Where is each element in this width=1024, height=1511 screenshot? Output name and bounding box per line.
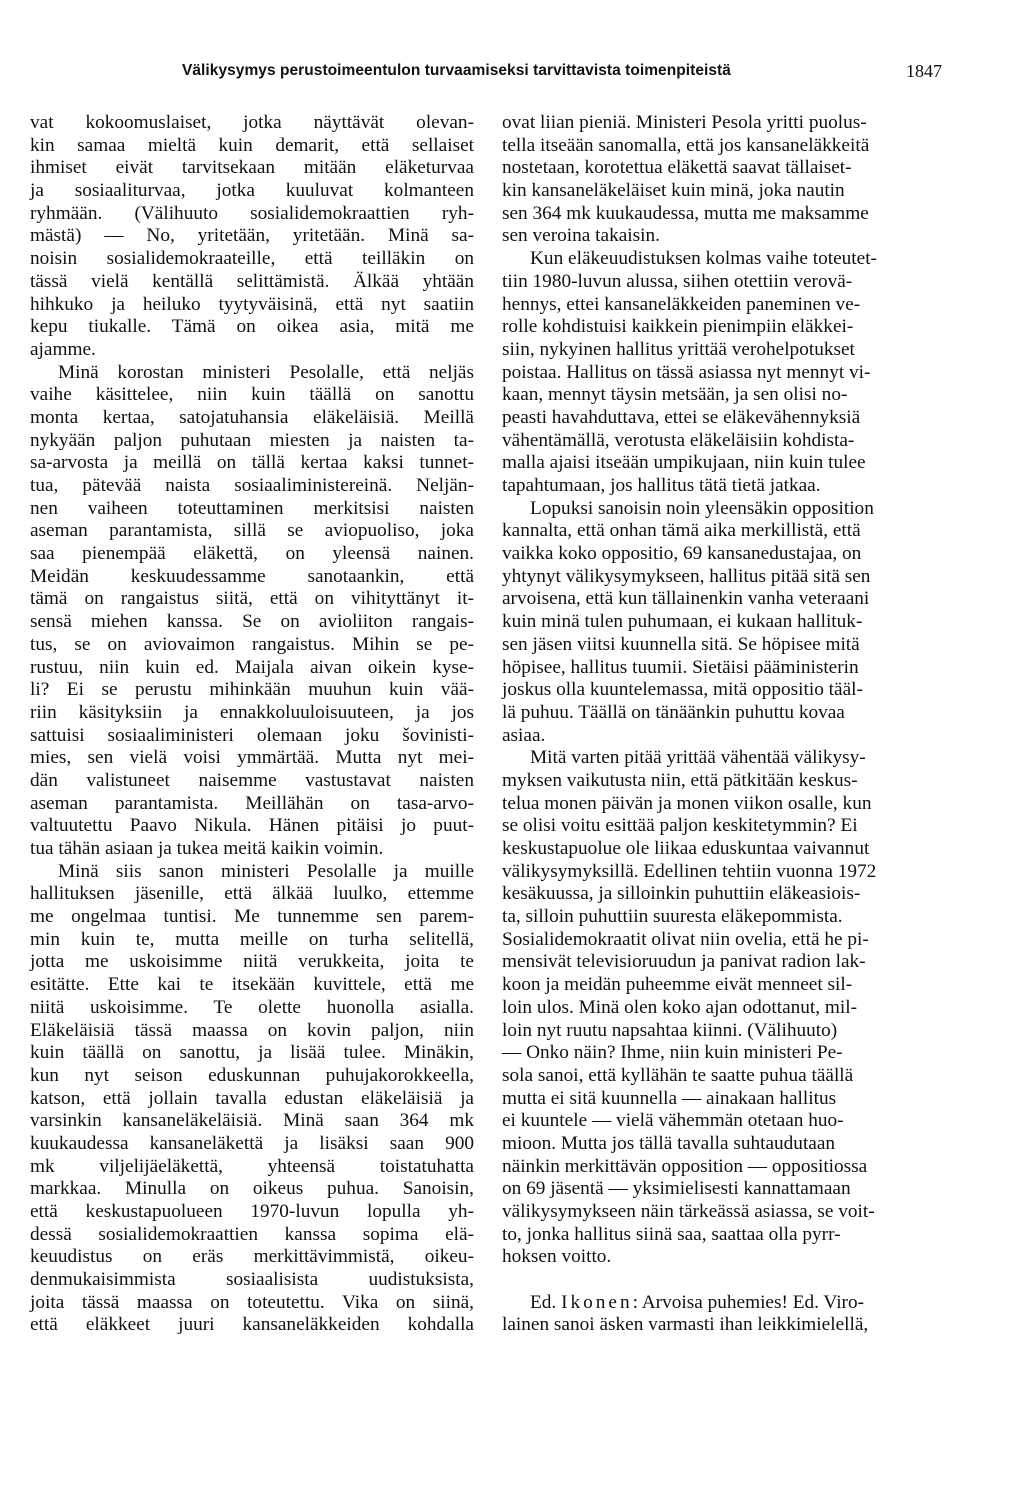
text-line: sen 364 mk kuukaudessa, mutta me maksamme xyxy=(502,202,869,224)
text-line: markkaa. Minulla on oikeus puhua. Sanoisin, xyxy=(30,1178,474,1200)
text-line: kuin minä tulen puhumaan, ei kukaan hallituk- xyxy=(502,611,863,633)
text-line: sensä miehen kanssa. Se on avioliiton rangais- xyxy=(30,611,474,633)
text-line: malla ajaisi itseään umpikujaan, niin kuin tulee xyxy=(502,452,866,474)
speaker-text: : Arvoisa puhemies! Ed. Viro- xyxy=(632,1291,865,1313)
text-line: siin, nykyinen hallitus yrittää verohelpotukset xyxy=(502,338,855,360)
text-line: Eläkeläisiä tässä maassa on kovin paljon, niin xyxy=(30,1019,474,1041)
text-line: asiaa. xyxy=(502,724,546,746)
text-line: lainen sanoi äsken varmasti ihan leikkimielellä, xyxy=(502,1314,869,1336)
right-text-column xyxy=(502,112,946,1337)
text-line: mästä) — No, yritetään, yritetään. Minä sa- xyxy=(30,225,474,247)
text-line: kuukaudessa kansaneläkettä ja lisäksi saan 900 xyxy=(30,1132,474,1154)
text-line: myksen vaikutusta niin, että pätkitään keskus- xyxy=(502,769,858,791)
text-line: mk viljelijäeläkettä, yhteensä toistatuhatta xyxy=(30,1155,474,1177)
paragraph-gap xyxy=(502,1269,946,1292)
text-line: esitätte. Ette kai te itsekään kuvittele, että me xyxy=(30,974,474,996)
left-text-column xyxy=(30,112,474,1337)
text-line: tella itseään sanomalla, että jos kansaneläkkeitä xyxy=(502,134,870,156)
text-line: näinkin merkittävän opposition — oppositiossa xyxy=(502,1155,868,1177)
text-line: monta kertaa, satojatuhansia eläkeläisiä. Meillä xyxy=(30,406,474,428)
text-line: että keskustapuolueen 1970-luvun lopulla yh- xyxy=(30,1201,474,1222)
text-line: ovat liian pieniä. Ministeri Pesola yritti puolus- xyxy=(502,112,867,133)
text-line: denmukaisimmista sosiaalisista uudistuksista, xyxy=(30,1269,474,1291)
text-line: tus, se on aviovaimon rangaistus. Mihin se pe- xyxy=(30,633,474,655)
text-line: höpisee, hallitus tuumii. Sietäisi pääministerin xyxy=(502,656,859,678)
text-line: sola sanoi, että kyllähän te saatte puhua täällä xyxy=(502,1064,854,1086)
text-line: tiin 1980-luvun alussa, siihen otettiin verovä- xyxy=(502,270,853,292)
text-line: joita tässä maassa on toteutettu. Vika on siinä, xyxy=(30,1291,474,1313)
text-line: se olisi voitu esittää paljon keskitetymmin? Ei xyxy=(502,815,858,837)
text-line: noisin sosialidemokraateille, että teilläkin on xyxy=(30,248,474,270)
text-line: Kun eläkeuudistuksen kolmas vaihe toteutet- xyxy=(530,248,877,270)
text-line: telua monen päivän ja monen viikon osalle, kun xyxy=(502,792,872,814)
running-title: Välikysymys perustoimeentulon turvaamiseksi tarvittavista toimenpiteistä xyxy=(182,62,731,79)
text-line: joskus olla kuuntelemassa, mitä oppositio tääl- xyxy=(502,679,863,701)
text-line: tua, pätevää naista sosiaaliministereinä. Neljän- xyxy=(30,475,474,496)
page-header xyxy=(182,62,942,86)
text-line: Minä siis sanon ministeri Pesolalle ja muille xyxy=(58,860,474,882)
text-line: kuin täällä on sanottu, ja lisää tulee. Minäkin, xyxy=(30,1042,474,1064)
text-line: Meidän keskuudessamme sanotaankin, että xyxy=(30,565,474,587)
text-line: mies, sen vielä voisi ymmärtää. Mutta nyt mei- xyxy=(30,747,474,769)
text-line: nykyään paljon puhutaan miesten ja naisten ta- xyxy=(30,429,474,451)
text-line: ihmiset eivät tarvitsekaan mitään eläketurvaa xyxy=(30,157,474,179)
text-line: lä puhuu. Täällä on tänäänkin puhuttu kovaa xyxy=(502,701,845,723)
text-line: min kuin te, mutta meille on turha selitellä, xyxy=(30,928,474,950)
text-line: rustuu, niin kuin ed. Maijala aivan oikein kyse- xyxy=(30,656,474,678)
text-line: loin nyt ruutu napsahtaa kiinni. (Välihuuto) xyxy=(502,1019,838,1041)
text-line: vaihe käsittelee, niin kuin täällä on sanottu xyxy=(30,384,474,406)
text-line: kin kansaneläkeläiset kuin minä, joka nautin xyxy=(502,180,845,202)
text-line: kannalta, että onhan tämä aika merkillistä, että xyxy=(502,520,861,542)
text-line: tässä vielä kentällä selittämistä. Älkää yhtään xyxy=(30,270,474,292)
text-line: Mitä varten pitää yrittää vähentää välikysy- xyxy=(530,747,866,769)
text-line: loin ulos. Minä olen koko ajan odottanut, mil- xyxy=(502,996,858,1018)
text-line: tua tähän asiaan ja tukea meitä kaikin voimin. xyxy=(30,838,384,859)
text-line: sa-arvosta ja meillä on tällä kertaa kaksi tunnet- xyxy=(30,452,474,474)
text-line: kepu tiukalle. Tämä on oikea asia, mitä me xyxy=(30,316,474,338)
text-line: ta, silloin puhuttiin suuresta eläkepommista. xyxy=(502,906,843,928)
text-line: rolle kohdistuisi kaikkein pienimpiin eläkkei- xyxy=(502,316,854,338)
text-line: saa pienempää eläkettä, on yleensä nainen. xyxy=(30,543,474,565)
text-line: että eläkkeet juuri kansaneläkkeiden kohdalla xyxy=(30,1314,474,1336)
text-line: — Onko näin? Ihme, niin kuin ministeri Pe- xyxy=(502,1042,843,1064)
text-line: to, jonka hallitus siinä saa, saattaa olla pyrr- xyxy=(502,1223,841,1245)
text-line: aseman parantamista, sillä se aviopuoliso, joka xyxy=(30,520,474,542)
text-line: mutta ei sitä kuunnella — ainakaan hallitus xyxy=(502,1087,837,1109)
text-line: arvoisena, että kun tällainenkin vanha veteraani xyxy=(502,588,870,610)
text-line: mensivät televisioruudun ja panivat radion lak- xyxy=(502,951,866,973)
text-line: tämä on rangaistus siitä, että on vihityttänyt it- xyxy=(30,588,474,610)
speaker-intro-line xyxy=(502,1292,946,1315)
text-line: nostetaan, korotettua eläkettä saavat tällaiset- xyxy=(502,157,852,179)
text-line: hihkuko ja heiluko tyytyväisinä, että nyt saatiin xyxy=(30,293,474,315)
text-line: dessä sosialidemokraattien kanssa sopima elä- xyxy=(30,1223,474,1245)
text-line: katson, että jollain tavalla edustan eläkeläisiä ja xyxy=(30,1087,474,1109)
text-line: välikysymykseen näin tärkeässä asiassa, se voit- xyxy=(502,1201,875,1222)
text-line: hallituksen jäsenille, että älkää luulko, ettemme xyxy=(30,883,474,905)
text-line: Lopuksi sanoisin noin yleensäkin opposition xyxy=(530,497,874,519)
text-line: poistaa. Hallitus on tässä asiassa nyt mennyt vi- xyxy=(502,361,871,383)
text-line: yhtynyt välikysymykseen, hallitus pitää sitä sen xyxy=(502,565,871,587)
text-line: vähentämällä, verotusta eläkeläisiin kohdista- xyxy=(502,429,855,451)
text-line: mioon. Mutta jos tällä tavalla suhtaudutaan xyxy=(502,1132,836,1154)
text-line: tapahtumaan, jos hallitus tätä tietä jatkaa. xyxy=(502,475,821,496)
text-line: dän valistuneet naisemme vastustavat naisten xyxy=(30,769,474,791)
text-line: on 69 jäsentä — yksimielisesti kannattamaan xyxy=(502,1178,851,1200)
text-line: valtuutettu Paavo Nikula. Hänen pitäisi jo puut- xyxy=(30,815,474,837)
text-line: hoksen voitto. xyxy=(502,1246,612,1268)
text-line: Sosialidemokraatit olivat niin ovelia, että he pi- xyxy=(502,928,869,950)
text-line: ryhmään. (Välihuuto sosialidemokraattien ryh- xyxy=(30,202,474,224)
text-line: kaan, mennyt täysin metsään, ja sen olisi no- xyxy=(502,384,848,406)
text-line: keskustapuolue ole liikaa eduskuntaa vaivannut xyxy=(502,838,870,859)
speaker-name: Ikonen xyxy=(561,1291,633,1313)
text-line: kesäkuussa, ja silloinkin puhuttiin eläkeasiois- xyxy=(502,883,861,905)
text-line: aseman parantamista. Meillähän on tasa-arvo- xyxy=(30,792,474,814)
text-line: niitä uskoisimme. Te olette huonolla asialla. xyxy=(30,996,474,1018)
text-line: sen veroina takaisin. xyxy=(502,225,660,247)
text-line: peasti havahduttava, ettei se eläkevähennyksiä xyxy=(502,406,861,428)
text-line: ei kuuntele — vielä vähemmän otetaan huo- xyxy=(502,1110,844,1132)
text-line: nen vaiheen toteuttaminen merkitsisi naisten xyxy=(30,497,474,519)
text-line: kun nyt seison eduskunnan puhujakorokkeella, xyxy=(30,1064,474,1086)
text-line: välikysymyksillä. Edellinen tehtiin vuonna 1972 xyxy=(502,860,877,882)
text-line: vat kokoomuslaiset, jotka näyttävät olevan- xyxy=(30,112,474,133)
text-line: sattuisi sosiaaliministeri olemaan joku šovinisti- xyxy=(30,724,474,746)
speaker-prefix: Ed. xyxy=(530,1291,562,1313)
text-line: keuudistus on eräs merkittävimmistä, oikeu- xyxy=(30,1246,474,1268)
text-line: ja sosiaaliturvaa, jotka kuuluvat kolmanteen xyxy=(30,180,474,202)
text-line: vaikka koko oppositio, 69 kansanedustajaa, on xyxy=(502,543,862,565)
page-number: 1847 xyxy=(906,61,942,81)
text-line: kin samaa mieltä kuin demarit, että sellaiset xyxy=(30,134,474,156)
text-line: varsinkin kansaneläkeläisiä. Minä saan 364 mk xyxy=(30,1110,474,1132)
text-line: li? Ei se perustu mihinkään muuhun kuin vää- xyxy=(30,679,474,701)
text-line: ajamme. xyxy=(30,338,96,360)
text-line: jotta me uskoisimme niitä verukkeita, joita te xyxy=(30,951,474,973)
text-line: riin käsityksiin ja ennakkoluuloisuuteen, ja jos xyxy=(30,701,474,723)
text-line: Minä korostan ministeri Pesolalle, että neljäs xyxy=(58,361,474,383)
text-line: koon ja meidän puheemme eivät menneet sil- xyxy=(502,974,853,996)
text-line: hennys, ettei kansaneläkkeiden paneminen ve- xyxy=(502,293,861,315)
text-line: sen jäsen viitsi kuunnella sitä. Se höpisee mitä xyxy=(502,633,860,655)
text-line: me ongelmaa tuntisi. Me tunnemme sen parem- xyxy=(30,906,474,928)
